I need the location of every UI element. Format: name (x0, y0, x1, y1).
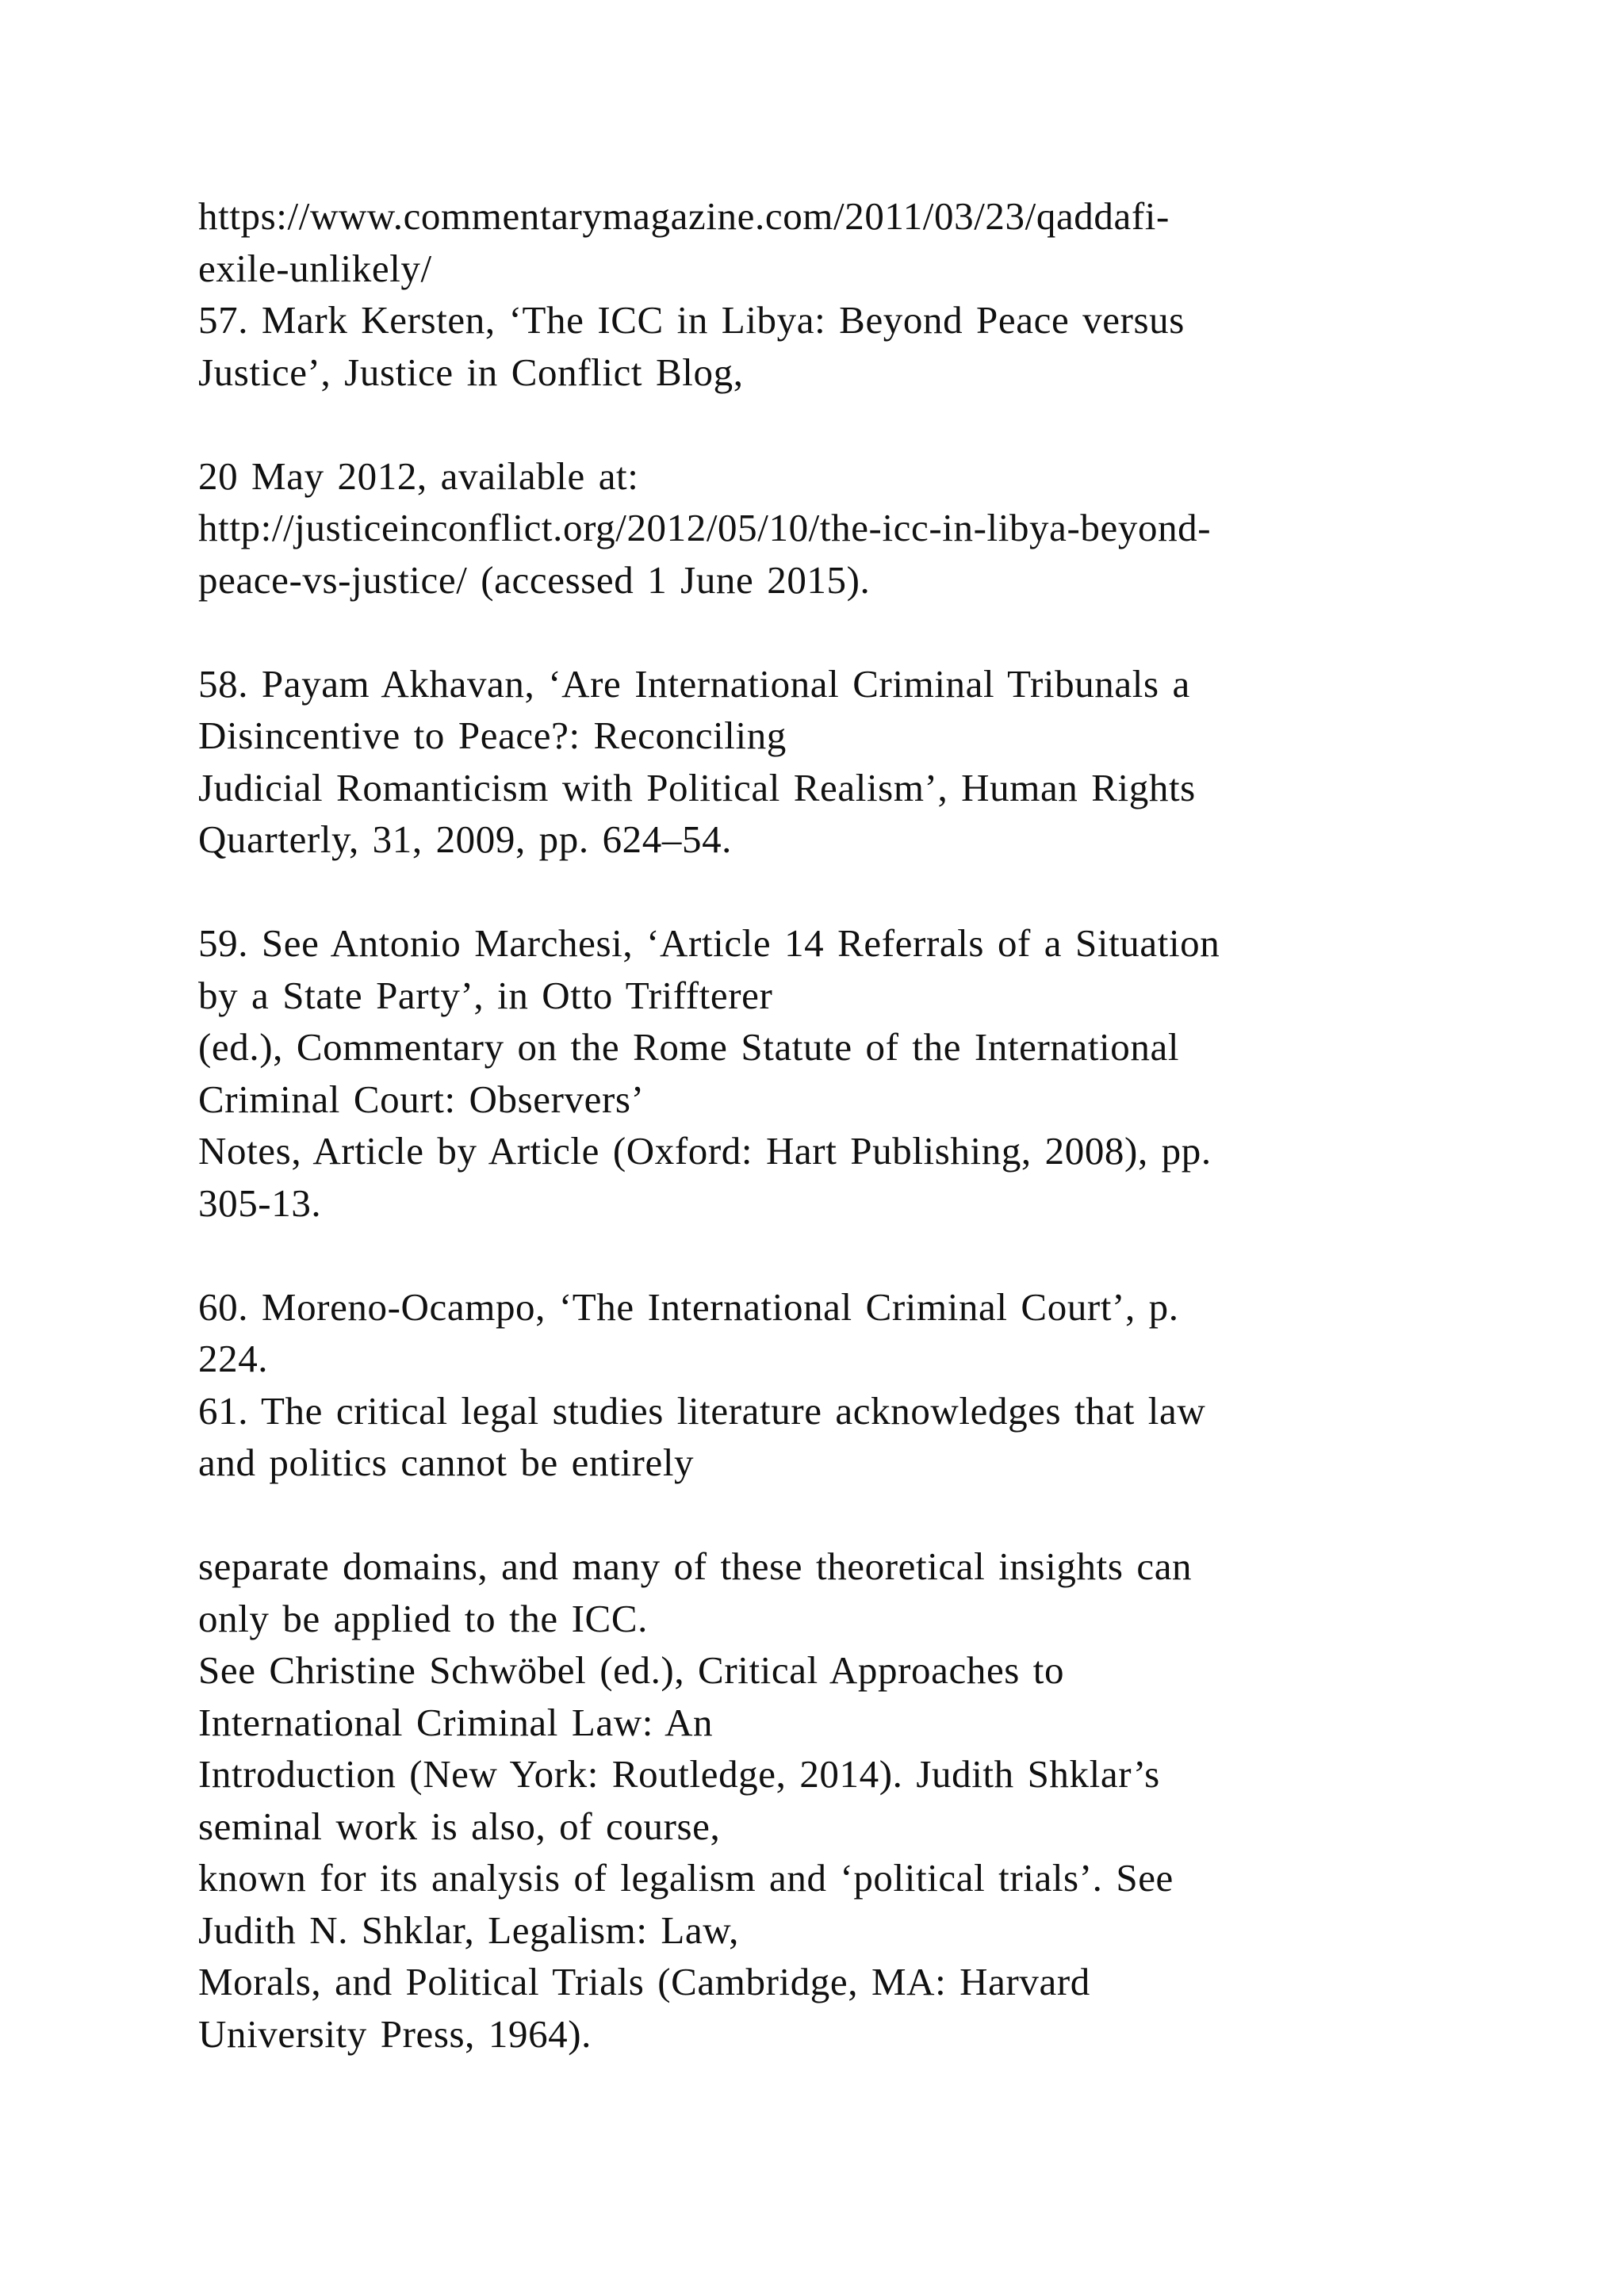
text-line: http://justiceinconflict.org/2012/05/10/the-icc-in-libya-beyond- (198, 506, 1212, 549)
text-line: (ed.), Commentary on the Rome Statute of the International (198, 1025, 1180, 1069)
text-line: Quarterly, 31, 2009, pp. 624–54. (198, 817, 733, 861)
blank-line (198, 1489, 1546, 1541)
blank-line (198, 1229, 1546, 1281)
blank-line (198, 866, 1546, 918)
text-line: Judicial Romanticism with Political Realism’, Human Rights (198, 765, 1196, 809)
text-line: exile-unlikely/ (198, 246, 432, 290)
text-line: and politics cannot be entirely (198, 1441, 695, 1484)
text-line: See Christine Schwöbel (ed.), Critical Approaches to (198, 1648, 1065, 1692)
text-line: Notes, Article by Article (Oxford: Hart Publishing, 2008), pp. (198, 1129, 1212, 1173)
text-line: Judith N. Shklar, Legalism: Law, (198, 1908, 739, 1952)
text-line: Justice’, Justice in Conflict Blog, (198, 350, 744, 394)
text-line: 224. (198, 1337, 269, 1380)
text-line: 57. Mark Kersten, ‘The ICC in Libya: Beyond Peace versus (198, 298, 1185, 342)
footnotes-text (198, 190, 1546, 2060)
text-line: 61. The critical legal studies literature acknowledges that law (198, 1388, 1206, 1433)
blank-line (198, 606, 1546, 658)
text-line: Introduction (New York: Routledge, 2014). Judith Shklar’s (198, 1752, 1160, 1796)
text-line: International Criminal Law: An (198, 1700, 714, 1744)
blank-line (198, 398, 1546, 450)
text-line: Morals, and Political Trials (Cambridge, MA: Harvard (198, 1960, 1090, 2003)
text-line: seminal work is also, of course, (198, 1804, 721, 1848)
text-line: peace-vs-justice/ (accessed 1 June 2015). (198, 557, 871, 602)
text-line: https://www.commentarymagazine.com/2011/03/23/qaddafi- (198, 194, 1170, 238)
text-line: Disincentive to Peace?: Reconciling (198, 714, 787, 757)
text-line: 305-13. (198, 1181, 322, 1225)
text-line: 20 May 2012, available at: (198, 453, 639, 498)
text-line: 59. See Antonio Marchesi, ‘Article 14 Referrals of a Situation (198, 921, 1220, 965)
text-line: known for its analysis of legalism and ‘political trials’. See (198, 1856, 1174, 1900)
text-line: 58. Payam Akhavan, ‘Are International Criminal Tribunals a (198, 661, 1190, 706)
text-line: 60. Moreno-Ocampo, ‘The International Criminal Court’, p. (198, 1284, 1179, 1329)
text-line: Criminal Court: Observers’ (198, 1077, 645, 1121)
text-line: by a State Party’, in Otto Triffterer (198, 973, 773, 1017)
text-line: University Press, 1964). (198, 2011, 592, 2056)
text-line: separate domains, and many of these theoretical insights can (198, 1544, 1193, 1588)
text-line: only be applied to the ICC. (198, 1596, 648, 1640)
